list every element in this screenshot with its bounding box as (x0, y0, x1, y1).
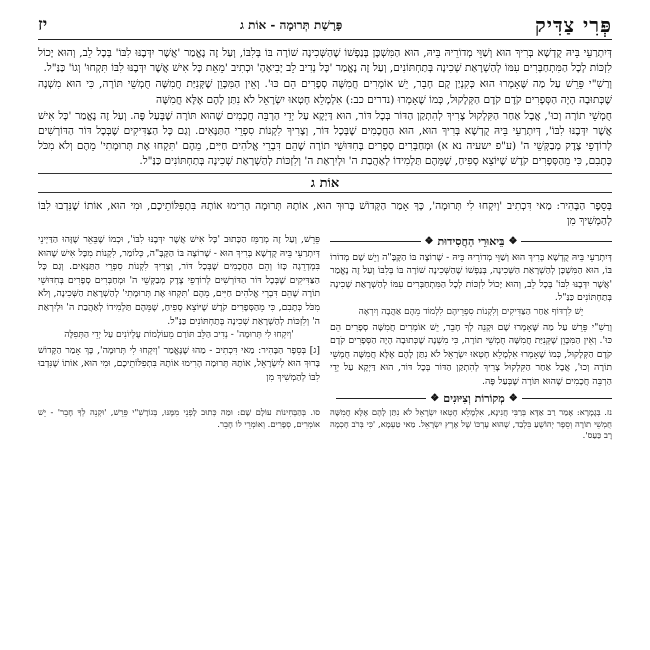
sources-section (336, 392, 612, 405)
biurei-heading (330, 235, 612, 249)
commentary-paragraph: [ג] בְּסֵפֶר הַבָּהִיר: מַאי דִּכְתִיב - מַהוּ שֶׁנֶּאֱמַר 'וְיִקְחוּ לִי תְּרוּמָה', כָּךְ אָמַר הַקָּדוֹשׁ בָּרוּךְ הוּא לְיִשְׂרָאֵל, אוֹתָהּ תְּרוּמָה הָרִימוּ אוֹתָהּ בִּתְפִלּוֹתֵיכֶם, וּמִי הוּא, אוֹתוֹ שֶׁנִּדְבוּ לִבּוֹ לְהַמְשִׁיךְ מִן (38, 344, 320, 383)
ornament-icon: ❖ (424, 236, 434, 248)
source-note: סו. בְּהַבְּחִינוֹת עוֹלָם שָׁם: וּמַה כְּתוּב לָפְנֵי מִמֶּנּוּ, בְּגוֹרָשִׁ"י פֵּרֵשׁ, 'וּקְנֵה לְךָ חָבֵר' - יֵשׁ אוֹמְרִים, סְפָרִים. וְאוֹמְרֵי לוֹ חָבֵר. (38, 407, 320, 429)
commentary-paragraph: דְּיִתְרַעֵי בֵּיהּ קֻדְשָׁא בְּרִיךְ הוּא וְשַׁוֵּי מְדוֹרֵיהּ בֵּיהּ - שֶׁרוֹצֶה בּוֹ הַקָּבָּ"ה וְיֵשׁ שָׁם מְדוֹרוֹ בּוֹ, הוּא הַמִּשְׁכָּן לְהַשְׁרָאַת הַשְּׁכִינָה, בְּנַפְשׁוֹ שֶׁהַשְּׁכִינָה שׁוֹרָה בּוֹ בְּלִבּוֹ וְעַל זֶה נֶאֱמַר 'אֲשֶׁר יִדְּבֶנּוּ לִבּוֹ' בְּכָל לֵב, וְהוּא יָכוֹל לִזְכּוֹת לְכָל הַמִּתְחַבְּרִים עִמּוֹ לְהַשְׁרָאַת שְׁכִינָה בְּתַחְתּוֹנִים כַּנַּ"ל. (330, 251, 612, 304)
divider (330, 241, 421, 242)
sefer-habahir-text (38, 199, 612, 229)
main-paragraph: חֻמְשֵׁי תוֹרָה וְכוּ', אֲבָל אַחַר הַקִּלְקוּל צָרִיךְ לְהִתְקַן הַדּוֹר בְּכָל דּוֹר, הוּא דַּיְקָא עַל יְדֵי הַרְבֵּה חֲכָמִים שֶׁהוּא תּוֹרָה שֶׁבְּעַל פֶּה. וְעַל זֶה נֶאֱמַר 'כָּל אִישׁ אֲשֶׁר יִדְּבֶנּוּ לִבּוֹ', דְּיִתְרַעֵי בֵּיהּ קֻדְשָׁא בְּרִיךְ הוּא, הוּא הַחֲכָמִים שֶׁבְּכָל דּוֹר, וְצָרִיךְ לִקְנוֹת סִפְרֵי הַתַּנָּאִים. וְגַם כָּל הַצַּדִּיקִים שֶׁבְּכָל דּוֹר הַדּוֹרְשִׁים לְרוֹדְפֵי צֶדֶק מְבַקְּשֵׁי ה' (ע"פ ישעיה נא א) וּמְחַבְּרִים סְפָרִים בְּחִדּוּשֵׁי תוֹרָה שֶׁהֵם דִּבְרֵי אֱלֹהִים חַיִּים, מֵהֶם 'תִּקְחוּ אֶת תְּרוּמָתִי' מֵהֶם וְלֹא מִכֹּל כְּתָבִם, כִּי מֵהַסְּפָרִים קֹדֶשׁ שֶׁיּוֹצֵא סְפִיחַ, שֶׁמֵּהֶם תַּלְמִידוֹ לְאַהֲבַת ה' וּלְיִרְאַת ה' וְלִזְכּוֹת לְהַשְׁרָאַת שְׁכִינָה בְּתַחְתּוֹנִים כַּנַּ"ל. (38, 109, 612, 168)
divider (521, 241, 612, 242)
ornament-icon: ❖ (508, 236, 518, 248)
commentary-columns (38, 233, 612, 390)
sources-text (38, 407, 612, 442)
note-heading: 'וְיִקְחוּ לִי תְּרוּמָה' - נְדִיב הַלֵּב תּוֹרַם מֵעוֹלָמוֹת עֶלְיוֹנִים עַל יְדֵי הַתְּפִלָּה (64, 330, 294, 341)
sources-heading (336, 392, 612, 405)
divider (522, 398, 612, 399)
source-note: נז. בְּגָמָרָא: אָמַר רַב אַדָּא בְּרַבִּי חֲנִינָא, אִלְמָלֵא חָטְאוּ יִשְׂרָאֵל לֹא נִתַּן לָהֶם אֶלָּא חֲמִשָּׁה חֻמְשֵׁי תוֹרָה וְסֵפֶר יְהוֹשֻׁעַ בִּלְבַד, שֶׁהוּא עֶרְכּוֹ שֶׁל אֶרֶץ יִשְׂרָאֵל. מַאי טַעְמָא, 'כִּי בְּרֹב חָכְמָה רָב כַּעַס'. (330, 407, 612, 441)
sources-title: מְקוֹרוֹת וְצִיּוּנִים (443, 392, 505, 406)
ornament-icon: ❖ (430, 393, 440, 405)
left-column (38, 233, 320, 390)
page-header (38, 14, 612, 40)
main-text (38, 46, 612, 170)
commentary-paragraph: וְרַשִׁ"י פֵּרֵשׁ עַל מַה שֶּׁאָמְרוּ שָׁם וּקְנֵה לְךָ חָבֵר, יֵשׁ אוֹמְרִים חֲמִשָּׁה סְפָרִים הֵם כּוּ'. וְאֵין הַמִּכָּוֵן שֶׁקְּנִיַּת חֲמִשָּׁה חֻמְשֵׁי תוֹרָה, כִּי מִשְׁנָה שֶׁכְּתוּבָה הָיָה הַסְּפָרִים קֹדֶם קֹדֶם הַקְּלָקוּל, כְּמוֹ שֶׁאָמְרוּ אִלְמָלֵא חָטְאוּ יִשְׂרָאֵל לֹא נִתַּן לָהֶם אֶלָּא חֲמִשָּׁה חֻמְשֵׁי תוֹרָה וְכוּ', אֲבָל אַחַר הַקִּלְקוּל צָרִיךְ לְהִתְקַן הַדּוֹר בְּכָל דּוֹר, הוּא דַּיְקָא עַל יְדֵי הַרְבֵּה חֲכָמִים שֶׁהוּא תּוֹרָה שֶׁבְּעַל פֶּה. (330, 321, 612, 387)
main-paragraph: וְרַשִׁ"י פֵּרֵשׁ עַל מַה שֶּׁאָמְרוּ הוּא כְּקִנְיַן קָם חָבֵר, יֵשׁ אוֹמְרִים חֲמִשָּׁה סְפָרִים הֵם כּוּ'. וְאֵין הַמִּכָּוֵן שֶׁקְּנִיַּת חֲמִשָּׁה חֻמְשֵׁי תּוֹרָה, כִּי הוּא מִשְׁנָה שֶׁכְּתוּבָה הָיָה הַסְּפָרִים קֹדֶם קֹדֶם הַקְּלָקוּל, כְּמוֹ שֶׁאָמְרוּ (נדרים כב:) אִלְמָלֵא חָטְאוּ יִשְׂרָאֵל לֹא נִתַּן לָהֶם אֶלָּא חֲמִשָּׁה (38, 78, 612, 106)
divider (336, 398, 426, 399)
note-heading: יֵשׁ לִרְדּוֹף אַחַר הַצַּדִּיקִים וְלִקְנוֹת סִפְרֵיהֶם לִלְמוֹד מֵהֶם אַהֲבָה וְיִרְאָה (358, 307, 584, 317)
running-subtitle: פָּרָשַׁת תְּרוּמָה - אוֹת ג (239, 17, 343, 32)
running-title: פְּרִי צַדִּיק (535, 12, 612, 37)
page-number: יז (38, 15, 48, 35)
main-paragraph: דְּיִתְרַעֵי בֵּיהּ קֻדְשָׁא בְּרִיךְ הוּא וְשַׁוֵּי מְדוֹרֵיהּ בֵּיהּ, הוּא הַמִּשְׁכָּן בְּנַפְשׁוֹ שֶׁהַשְּׁכִינָה שׁוֹרָה בּוֹ בְּלִבּוֹ, וְעַל זֶה נֶאֱמַר 'אֲשֶׁר יִדְּבֶנּוּ לִבּוֹ' בְּכָל לֵב, וְהוּא יָכוֹל לִזְכּוֹת לְכָל הַמִּתְחַבְּרִים עִמּוֹ לְהַשְׁרָאַת שְׁכִינָה בְּתַחְתּוֹנִים, וְעַל זֶה נֶאֱמַר 'כָּל נְדִיב לֵב יְבִיאֶהָ' וּכְתִיב 'מֵאֵת כָּל אִישׁ אֲשֶׁר יִדְּבֶנּוּ לִבּוֹ תִּקְחוּ' וְגוֹ' כַּנַּ"ל. (38, 47, 612, 75)
ornament-icon: ❖ (508, 393, 518, 405)
biurei-title: בֵּיאוּרֵי הַחֲסִידוּת (437, 235, 505, 249)
right-column (330, 233, 612, 390)
main-paragraph: בְּסֵפֶר הַבָּהִיר: מַאי דִּכְתִיב 'וְיִקְחוּ לִי תְּרוּמָה', כָּךְ אָמַר הַקָּדוֹשׁ בָּרוּךְ הוּא, אוֹתָהּ תְּרוּמָה הָרִימוּ אוֹתָהּ בִּתְפִלּוֹתֵיכֶם, וּמִי הוּא, אוֹתוֹ שֶׁנִּדְבוּ לִבּוֹ לְהַמְשִׁיךְ מִן (38, 199, 612, 227)
section-heading: אוֹת ג (38, 173, 612, 193)
commentary-paragraph: פֵּרֵשׁ, וְעַל זֶה מְרַמֵּז הַכָּתוּב 'כָּל אִישׁ אֲשֶׁר יִדְּבֶנּוּ לִבּוֹ', וּכְמוֹ שֶׁבֵּאֵר שֶׁזֶּהוּ הַדַּיְינֵי דְּיִתְרַעֵי בֵּיהּ קֻדְשָׁא בְּרִיךְ הוּא - שֶׁרוֹצֶה בּוֹ הַקָּבָּ"ה, כְּלוֹמַר, לִקְנוֹת מִכָּל אִישׁ שֶׁהוּא בִּמְדְרֵגָה כָּזוֹ וְהֵם הַחֲכָמִים שֶׁבְּכָל דּוֹר, וְצָרִיךְ לִקְנוֹת סִפְרֵי הַתַּנָּאִים. וְגַם כָּל הַצַּדִּיקִים שֶׁבְּכָל דּוֹר הַדּוֹרְשִׁים לְרוֹדְפֵי צֶדֶק מְבַקְּשֵׁי ה' וּמְחַבְּרִים סְפָרִים בְּחִדּוּשֵׁי תוֹרָה שֶׁהֵם דִּבְרֵי אֱלֹהִים חַיִּים, מֵהֶם 'תִּקְחוּ אֶת תְּרוּמָתִי' לְהַשְׁרָאַת הַשְּׁכִינָה, וְלֹא מִכֹּל כְּתָבִם, כִּי מֵהַסְּפָרִים קֹדֶשׁ שֶׁיּוֹצֵא סְפִיחַ, שֶׁמֵּהֶם תַּלְמִידוֹ לְאַהֲבַת ה' וּלְיִרְאַת ה' וְלִזְכּוֹת לְהַשְׁרָאַת שְׁכִינָה בְּתַחְתּוֹנִים כַּנַּ"ל. (38, 234, 320, 327)
